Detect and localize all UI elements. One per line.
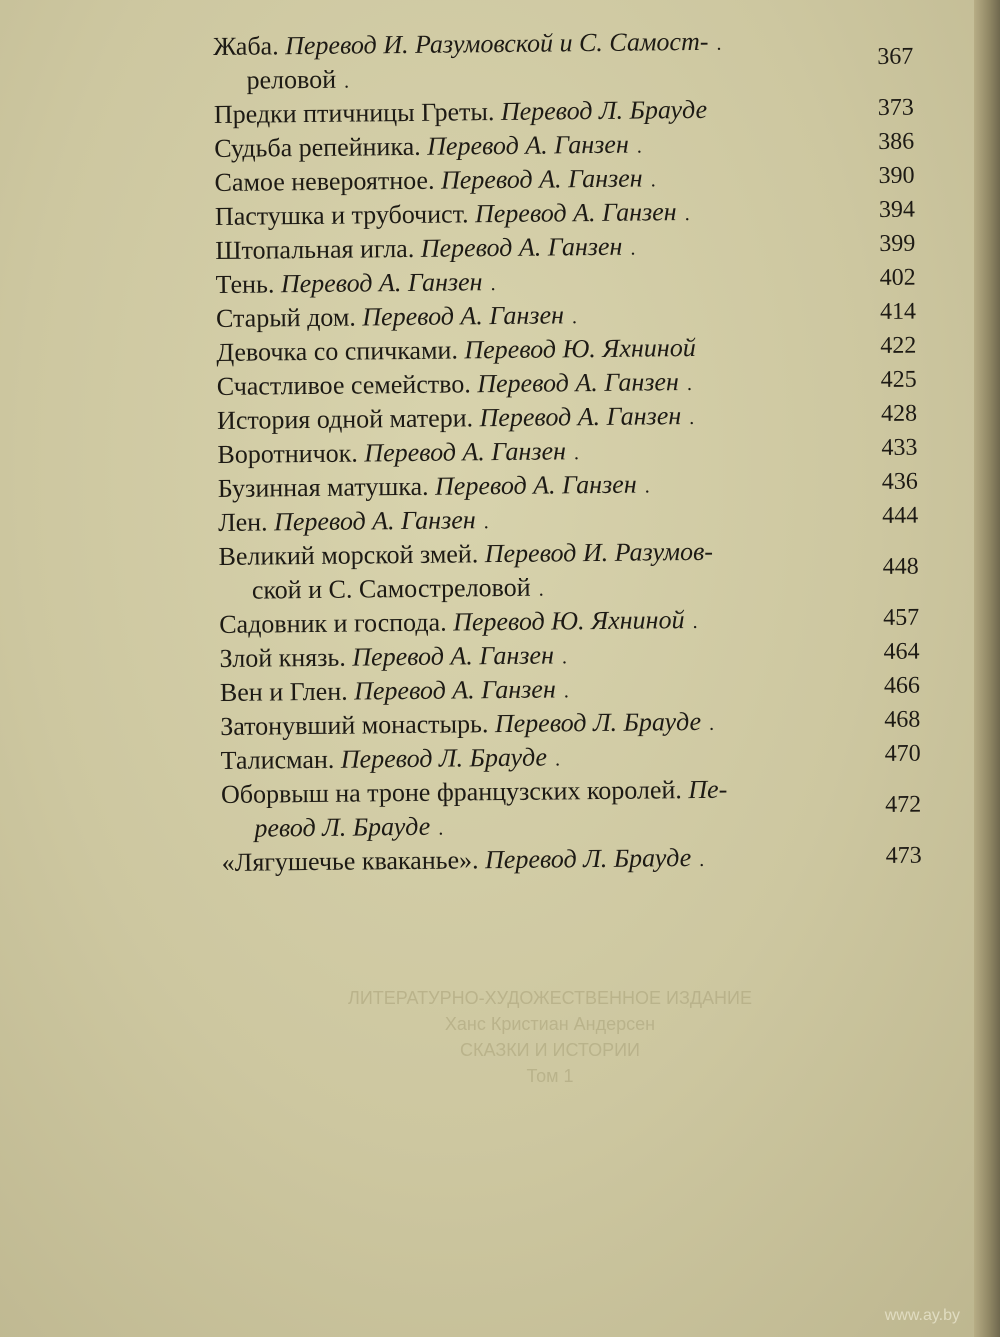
- toc-entry-line: [222, 839, 882, 880]
- dot-leader: .: [636, 135, 645, 158]
- story-title: Пастушка и трубочист.: [214, 199, 476, 231]
- dot-leader: .: [561, 646, 571, 669]
- translator-credit: Перевод Л. Брауде: [500, 94, 708, 126]
- toc-entry: [213, 23, 914, 98]
- page-number: 468: [884, 706, 921, 734]
- dot-leader: .: [343, 70, 353, 93]
- imprint-line: Ханс Кристиан Андерсен: [444, 1014, 656, 1034]
- imprint-line: Том 1: [526, 1066, 574, 1086]
- story-title: Великий морской змей.: [218, 539, 485, 571]
- story-title: Затонувший монастырь.: [220, 709, 496, 741]
- dot-leader: .: [644, 475, 653, 498]
- story-title: История одной матери.: [216, 403, 480, 435]
- dot-leader: .: [630, 237, 639, 260]
- page-number: 472: [885, 791, 922, 819]
- translator-credit: Пе-: [688, 774, 728, 805]
- story-title: Вен и Глен.: [219, 676, 355, 707]
- toc-entry: [218, 533, 919, 608]
- page-number: 464: [883, 638, 920, 666]
- toc-entry: [222, 839, 922, 880]
- story-title: реловой: [246, 64, 337, 95]
- translator-credit: Перевод Ю. Яхниной: [452, 605, 685, 637]
- dot-leader: .: [689, 406, 698, 430]
- story-title: ской и С. Самостреловой: [251, 572, 531, 605]
- dot-leader: .: [490, 273, 499, 296]
- dot-leader: .: [554, 748, 564, 771]
- story-title: «Лягушечье кваканье».: [221, 845, 486, 877]
- page-number: 448: [882, 553, 919, 581]
- page-number: 436: [881, 468, 918, 496]
- dot-leader: .: [573, 442, 583, 465]
- page-number: 425: [880, 366, 917, 394]
- story-title: Судьба репейника.: [214, 131, 428, 163]
- translator-credit: ревод Л. Брауде: [254, 811, 431, 843]
- translator-credit: Перевод А. Ганзен: [420, 231, 623, 263]
- story-title: Старый дом.: [215, 302, 363, 333]
- page-number: 466: [883, 672, 921, 700]
- imprint-line: СКАЗКИ И ИСТОРИИ: [460, 1040, 640, 1060]
- story-title: Счастливое семейство.: [216, 369, 478, 401]
- translator-credit: Перевод А. Ганзен: [479, 401, 682, 433]
- page-number: 444: [881, 502, 919, 530]
- toc-entry: [221, 771, 922, 846]
- page-number: 394: [878, 196, 916, 224]
- story-title: Садовник и господа.: [219, 607, 454, 639]
- dot-leader: .: [483, 511, 492, 534]
- story-title: Штопальная игла.: [215, 233, 421, 265]
- dot-leader: .: [650, 169, 659, 192]
- translator-credit: Перевод И. Разумов-: [484, 536, 714, 569]
- dot-leader: .: [563, 680, 572, 703]
- dot-leader: .: [699, 848, 708, 871]
- imprint-bleedthrough: [140, 985, 960, 1089]
- story-title: Злой князь.: [219, 642, 353, 673]
- imprint-line: ЛИТЕРАТУРНО-ХУДОЖЕСТВЕННОЕ ИЗДАНИЕ: [348, 988, 752, 1008]
- dot-leader: .: [538, 578, 547, 601]
- dot-leader: .: [686, 372, 696, 396]
- story-title: Оборвыш на троне французских королей.: [220, 775, 689, 809]
- translator-credit: Перевод Л. Брауде: [484, 843, 692, 875]
- dot-leader: .: [692, 610, 701, 634]
- page-number: 473: [885, 842, 922, 870]
- translator-credit: Перевод И. Разумовской и С. Самост-: [284, 26, 709, 61]
- translator-credit: Перевод А. Ганзен: [273, 505, 476, 537]
- story-title: Талисман.: [220, 744, 341, 775]
- story-title: Бузинная матушка.: [217, 471, 436, 503]
- translator-credit: Перевод Ю. Яхниной: [464, 332, 696, 365]
- page-number: 433: [881, 434, 918, 462]
- translator-credit: Перевод А. Ганзен: [280, 267, 483, 299]
- watermark: www.ay.by: [884, 1307, 960, 1324]
- story-title: Воротничок.: [217, 438, 365, 469]
- translator-credit: Перевод А. Ганзен: [434, 469, 637, 501]
- translator-credit: Перевод Л. Брауде: [340, 742, 548, 774]
- dot-leader: .: [571, 306, 581, 329]
- story-title: Лен.: [218, 507, 275, 537]
- translator-credit: Перевод А. Ганзен: [364, 436, 567, 468]
- dot-leader: .: [438, 817, 447, 840]
- translator-credit: Перевод А. Ганзен: [353, 674, 556, 706]
- translator-credit: Перевод Л. Брауде: [494, 706, 702, 739]
- translator-credit: Перевод А. Ганзен: [427, 129, 629, 161]
- page-number: 414: [879, 298, 917, 326]
- translator-credit: Перевод А. Ганзен: [474, 197, 677, 229]
- story-title: Жаба.: [213, 31, 286, 61]
- dot-leader: .: [716, 32, 725, 55]
- page-number: 399: [879, 230, 916, 258]
- translator-credit: Перевод А. Ганзен: [440, 163, 643, 195]
- table-of-contents: [213, 23, 922, 880]
- translator-credit: Перевод А. Ганзен: [362, 300, 565, 332]
- page-number: 428: [880, 400, 918, 428]
- page-number: 390: [878, 162, 915, 190]
- page-number: 367: [877, 43, 914, 71]
- page-number: 457: [883, 604, 920, 632]
- page-number: 386: [878, 128, 915, 156]
- book-spine: [974, 0, 1000, 1337]
- story-title: Самое невероятное.: [214, 165, 442, 197]
- dot-leader: .: [684, 202, 693, 226]
- story-title: Предки птичницы Греты.: [213, 96, 502, 129]
- page-number: 373: [877, 94, 914, 122]
- story-title: Тень.: [215, 269, 282, 299]
- dot-leader: .: [708, 712, 718, 735]
- page-number: 470: [884, 740, 921, 768]
- page-number: 422: [880, 332, 917, 360]
- page-number: 402: [879, 264, 916, 292]
- translator-credit: Перевод А. Ганзен: [477, 367, 680, 399]
- story-title: Девочка со спичками.: [216, 335, 465, 367]
- translator-credit: Перевод А. Ганзен: [352, 640, 555, 672]
